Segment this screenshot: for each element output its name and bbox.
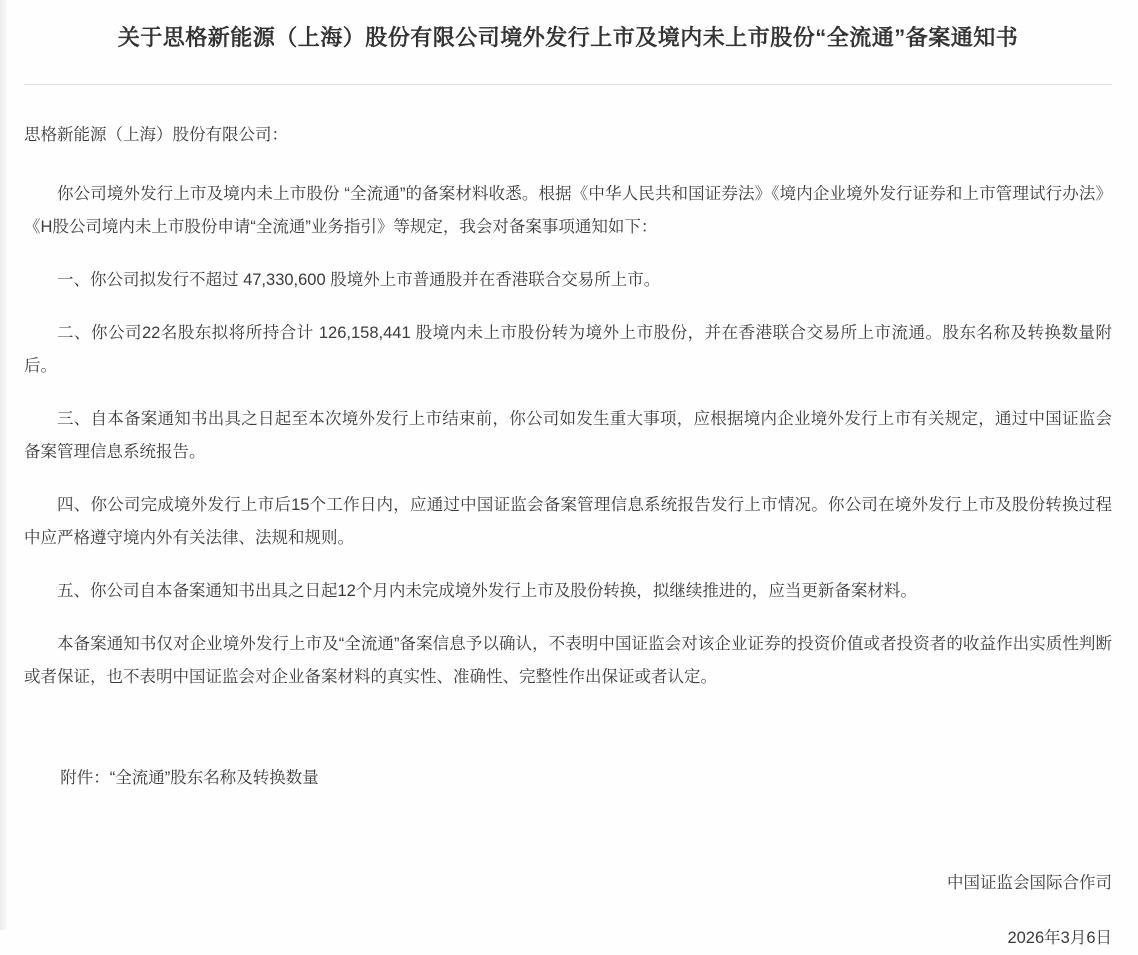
issuer-signature: 中国证监会国际合作司 (947, 874, 1112, 892)
recipient-line: 思格新能源（上海）股份有限公司： (24, 126, 288, 144)
page-left-edge (0, 0, 7, 930)
body-paragraph-disclaimer: 本备案通知书仅对企业境外发行上市及“全流通”备案信息予以确认，不表明中国证监会对该企业证券的投资价值或者投资者的收益作出实质性判断或者保证，也不表明中国证监会对企业备案材料的真实性、准确性、完整性作出保证或者认定。 (24, 635, 1112, 686)
body-paragraph-item-3: 三、自本备案通知书出具之日起至本次境外发行上市结束前，你公司如发生重大事项，应根据境内企业境外发行上市有关规定，通过中国证监会备案管理信息系统报告。 (24, 410, 1112, 461)
body-paragraph-item-2: 二、你公司22名股东拟将所持合计 126,158,441 股境内未上市股份转为境外上市股份，并在香港联合交易所上市流通。股东名称及转换数量附后。 (24, 324, 1112, 375)
body-paragraph-intro: 你公司境外发行上市及境内未上市股份 “全流通”的备案材料收悉。根据《中华人民共和国证券法》《境内企业境外发行证券和上市管理试行办法》《H股公司境内未上市股份申请“全流通”业务指引》等规定，我会对备案事项通知如下： (24, 185, 1112, 236)
title-divider (24, 84, 1112, 85)
body-paragraph-item-1: 一、你公司拟发行不超过 47,330,600 股境外上市普通股并在香港联合交易所上市。 (57, 271, 661, 289)
body-paragraph-item-5: 五、你公司自本备案通知书出具之日起12个月内未完成境外发行上市及股份转换，拟继续推进的，应当更新备案材料。 (57, 582, 917, 600)
issue-date: 2026年3月6日 (1007, 929, 1112, 947)
body-paragraph-item-4: 四、你公司完成境外发行上市后15个工作日内，应通过中国证监会备案管理信息系统报告发行上市情况。你公司在境外发行上市及股份转换过程中应严格遵守境内外有关法律、法规和规则。 (24, 496, 1112, 547)
document-title: 关于思格新能源（上海）股份有限公司境外发行上市及境内未上市股份“全流通”备案通知书 (117, 25, 1019, 50)
attachment-line: 附件：“全流通”股东名称及转换数量 (60, 769, 319, 787)
